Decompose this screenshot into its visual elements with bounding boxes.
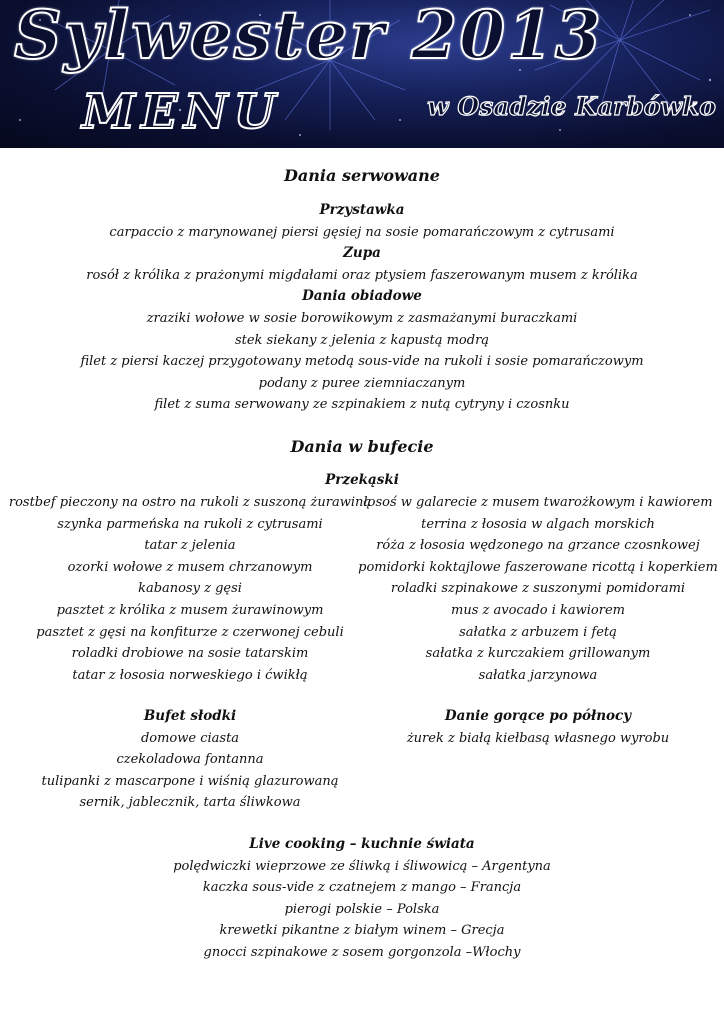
midnight-section [352,706,724,749]
list-item: łosoś w galarecie z musem twarożkowym i kawiorem [363,495,713,510]
list-item: pomidorki koktajlowe faszerowane ricottą i koperkiem [358,559,718,575]
list-item: żurek z białą kiełbasą własnego wyrobu [406,730,670,746]
menu-item: rosół z królika z prażonymi migdałami oraz ptysiem faszerowanym musem z królika [86,267,638,283]
menu-item: filet z piersi kaczej przygotowany metodą sous-vide na rukoli i sosie pomarańczowym [80,354,644,370]
venue-title: w Osadzie Karbówko [427,92,716,121]
list-item: ozorki wołowe z musem chrzanowym [67,559,313,575]
list-item: domowe ciasta [140,730,240,746]
list-item: szynka parmeńska na rukoli z cytrusami [57,516,323,532]
list-item: sałatka z arbuzem i fetą [459,624,617,640]
appetizers-left-column [0,492,380,686]
menu-item: podany z puree ziemniaczanym [258,375,466,391]
list-item: sałatka z kurczakiem grillowanym [425,646,651,662]
soup-heading: Zupa [343,245,381,262]
sweets-section [0,706,380,814]
live-cooking-heading: Live cooking – kuchnie świata [249,836,475,852]
list-item: sałatka jarzynowa [478,667,598,683]
mains-heading: Dania obiadowe [302,288,422,305]
list-item: pierogi polskie – Polska [284,901,440,917]
list-item: kaczka sous-vide z czatnejem z mango – Francja [202,880,522,896]
list-item: sernik, jablecznik, tarta śliwkowa [79,795,301,811]
list-item: tulipanki z mascarpone i wiśnią glazurowaną [41,773,339,789]
list-item: pasztet z gęsi na konfiturze z czerwonej cebuli [36,624,344,640]
list-item: tatar z łososia norweskiego i ćwikłą [72,667,308,683]
served-heading: Dania serwowane [284,166,440,185]
menu-item: stek siekany z jelenia z kapustą modrą [234,332,490,348]
appetizers-right-column [352,492,724,686]
appetizers-heading: Przekąski [325,472,399,488]
header-banner [0,0,724,148]
midnight-heading: Danie gorące po północy [444,708,632,724]
menu-item: filet z suma serwowany ze szpinakiem z nutą cytryny i czosnku [154,397,570,413]
list-item: róża z łososia wędzonego na grzance czosnkowej [376,538,700,554]
list-item: rostbef pieczony na ostro na rukoli z suszoną żurawiną [8,495,372,510]
list-item: roladki szpinakowe z suszonymi pomidorami [390,581,686,597]
starter-heading: Przystawka [319,202,405,218]
event-title: Sylwester 2013 [14,0,603,74]
live-cooking-section [0,834,724,964]
list-item: terrina z łososia w algach morskich [421,516,655,532]
list-item: czekoladowa fontanna [116,752,264,768]
menu-item: carpaccio z marynowanej piersi gęsiej na sosie pomarańczowym z cytrusami [109,224,615,240]
menu-item: zraziki wołowe w sosie borowikowym z zasmażanymi buraczkami [146,310,578,326]
served-section [0,200,724,416]
list-item: krewetki pikantne z białym winem – Grecja [219,923,505,939]
list-item: polędwiczki wieprzowe ze śliwką i śliwowicą – Argentyna [173,858,551,874]
sweets-heading: Bufet słodki [143,708,237,724]
menu-title: MENU [82,84,282,140]
list-item: gnocci szpinakowe z sosem gorgonzola –Włochy [203,944,521,960]
list-item: tatar z jelenia [144,538,236,554]
list-item: kabanosy z gęsi [138,581,242,597]
buffet-heading: Dania w bufecie [290,437,434,456]
list-item: mus z avocado i kawiorem [451,602,625,618]
list-item: pasztet z królika z musem żurawinowym [56,602,324,618]
list-item: roladki drobiowe na sosie tatarskim [71,646,309,662]
